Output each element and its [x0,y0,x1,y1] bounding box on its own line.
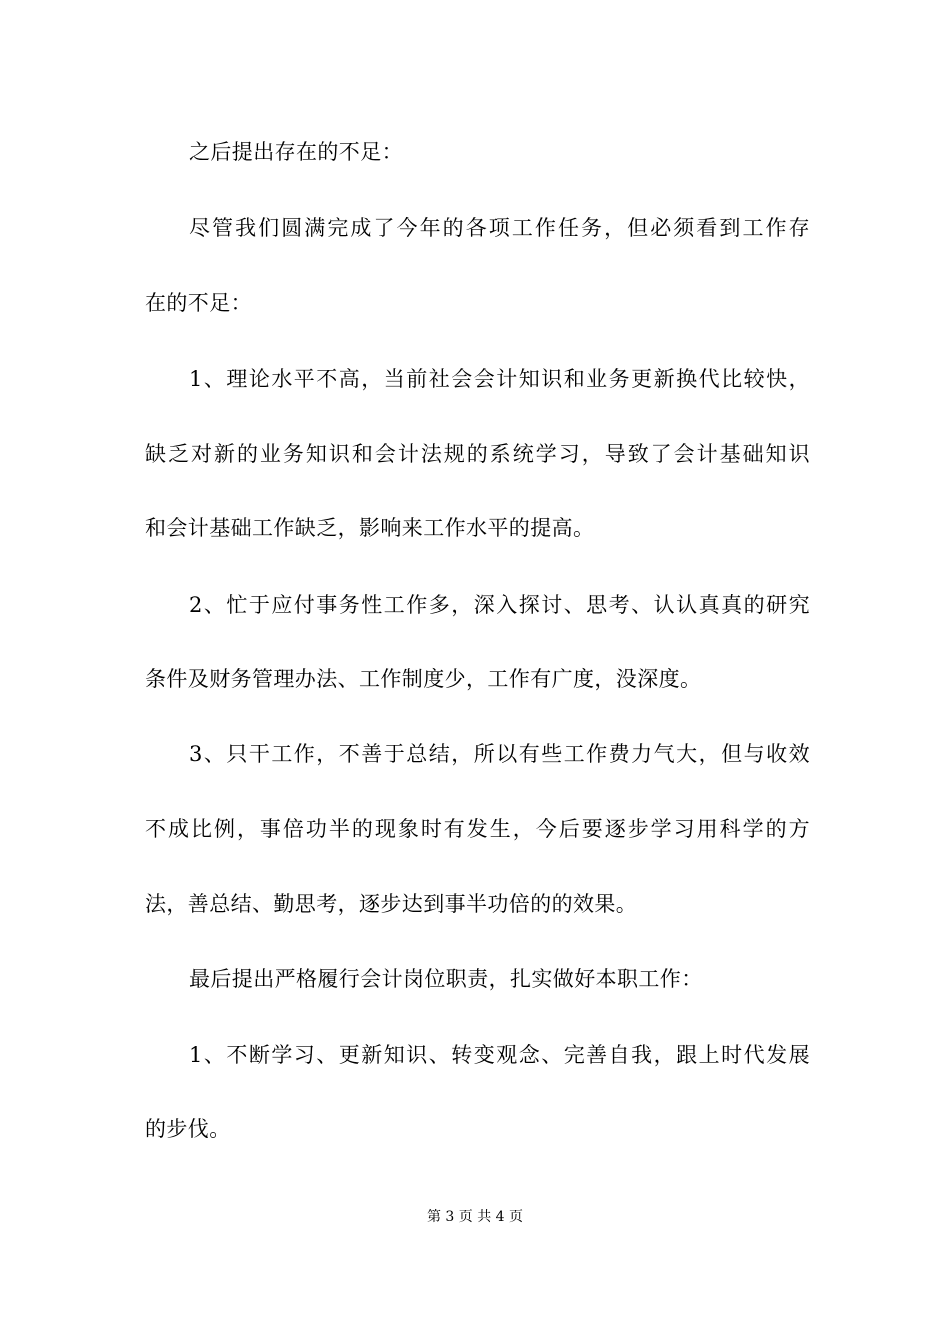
paragraph-line: 3、只干工作，不善于总结，所以有些工作费力气大，但与收效 [189,742,810,766]
paragraph-line: 和会计基础工作缺乏，影响来工作水平的提高。 [145,516,595,540]
paragraph-line: 不成比例，事倍功半的现象时有发生，今后要逐步学习用科学的方 [145,817,810,841]
paragraph-line: 缺乏对新的业务知识和会计法规的系统学习，导致了会计基础知识 [145,442,810,466]
paragraph-line: 1、不断学习、更新知识、转变观念、完善自我，跟上时代发展 [189,1043,810,1067]
paragraph-line: 在的不足： [145,291,252,315]
paragraph-line: 尽管我们圆满完成了今年的各项工作任务，但必须看到工作存 [189,216,810,240]
paragraph-line: 条件及财务管理办法、工作制度少，工作有广度，没深度。 [145,667,702,691]
paragraph-line: 之后提出存在的不足： [189,140,403,164]
paragraph-line: 2、忙于应付事务性工作多，深入探讨、思考、认认真真的研究 [189,593,810,617]
paragraph-line: 1、理论水平不高，当前社会会计知识和业务更新换代比较快， [189,367,810,391]
page-number-footer: 第 3 页 共 4 页 [426,1209,524,1225]
paragraph-line: 法，善总结、勤思考，逐步达到事半功倍的的效果。 [145,892,638,916]
paragraph-line: 最后提出严格履行会计岗位职责，扎实做好本职工作： [189,967,703,991]
paragraph-line: 的步伐。 [145,1117,231,1141]
